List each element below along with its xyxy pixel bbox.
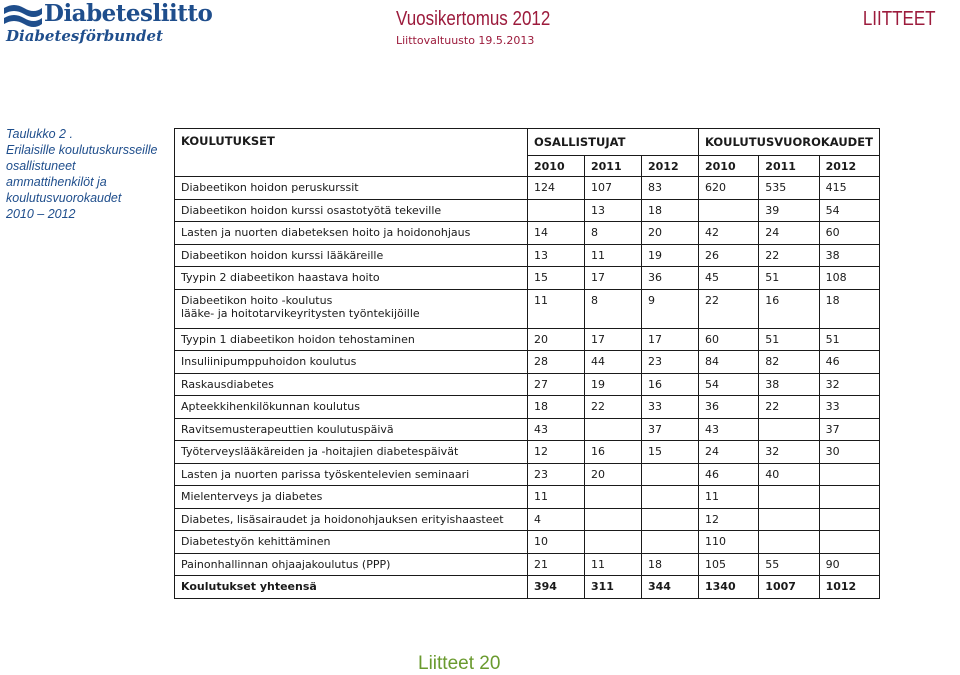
caption-line: ammattihenkilöt ja — [6, 175, 107, 189]
training-days-cell — [819, 463, 879, 486]
participants-cell: 11 — [528, 486, 585, 509]
participants-cell: 11 — [585, 553, 642, 576]
training-days-cell: 22 — [699, 289, 759, 328]
participants-cell: 37 — [642, 418, 699, 441]
training-days-cell: 42 — [699, 222, 759, 245]
logo-text-sv: Diabetesförbundet — [6, 27, 163, 45]
training-days-cell: 84 — [699, 351, 759, 374]
course-name — [175, 373, 528, 396]
participants-cell: 4 — [528, 508, 585, 531]
course-name — [175, 351, 528, 374]
course-name-line: Tyypin 1 diabeetikon hoidon tehostaminen — [181, 332, 415, 346]
year-header: 2012 — [642, 156, 699, 177]
course-name-line: Raskausdiabetes — [181, 377, 274, 391]
table-row — [175, 177, 880, 200]
table-header-row — [175, 129, 880, 156]
total-training-days-cell: 1012 — [819, 576, 879, 599]
participants-cell: 23 — [642, 351, 699, 374]
training-days-cell: 16 — [759, 289, 819, 328]
participants-cell: 8 — [585, 222, 642, 245]
total-row — [175, 576, 880, 599]
training-days-cell: 12 — [699, 508, 759, 531]
header-training-days: KOULUTUSVUOROKAUDET — [699, 129, 880, 156]
training-days-cell: 43 — [699, 418, 759, 441]
course-name-line: Diabeetikon hoidon peruskurssit — [181, 181, 359, 195]
training-days-cell: 110 — [699, 531, 759, 554]
training-days-cell: 46 — [699, 463, 759, 486]
participants-cell: 19 — [642, 244, 699, 267]
course-name — [175, 328, 528, 351]
training-days-cell — [759, 418, 819, 441]
participants-cell — [585, 486, 642, 509]
training-days-cell — [759, 531, 819, 554]
participants-cell: 17 — [585, 267, 642, 290]
course-name-line: Tyypin 2 diabeetikon haastava hoito — [181, 271, 380, 285]
participants-cell: 9 — [642, 289, 699, 328]
training-days-cell: 33 — [819, 396, 879, 419]
participants-cell: 20 — [642, 222, 699, 245]
table-row — [175, 199, 880, 222]
participants-cell: 8 — [585, 289, 642, 328]
participants-cell: 12 — [528, 441, 585, 464]
training-days-cell: 30 — [819, 441, 879, 464]
training-days-cell: 22 — [759, 244, 819, 267]
course-name-line: Apteekkihenkilökunnan koulutus — [181, 400, 360, 414]
logo-text-fi: Diabetesliitto — [44, 0, 213, 27]
training-days-cell: 54 — [699, 373, 759, 396]
training-days-cell: 108 — [819, 267, 879, 290]
participants-cell: 16 — [585, 441, 642, 464]
participants-cell: 15 — [642, 441, 699, 464]
participants-cell: 13 — [585, 199, 642, 222]
course-name-line: Insuliinipumppuhoidon koulutus — [181, 355, 357, 369]
course-name-line: Diabetes, lisäsairaudet ja hoidonohjauksen erityishaasteet — [181, 512, 504, 526]
page-number: Liitteet 20 — [418, 653, 501, 674]
year-header: 2010 — [699, 156, 759, 177]
caption-line: 2010 – 2012 — [6, 207, 76, 221]
participants-cell — [585, 531, 642, 554]
course-name — [175, 267, 528, 290]
training-days-cell: 45 — [699, 267, 759, 290]
participants-cell: 83 — [642, 177, 699, 200]
header-courses: KOULUTUKSET — [175, 129, 528, 177]
training-days-cell — [819, 486, 879, 509]
year-header: 2011 — [585, 156, 642, 177]
report-subtitle: Liittovaltuusto 19.5.2013 — [396, 34, 535, 47]
course-name — [175, 486, 528, 509]
table-caption — [6, 126, 162, 222]
training-days-cell: 22 — [759, 396, 819, 419]
training-days-cell: 24 — [699, 441, 759, 464]
course-name-line: Painonhallinnan ohjaajakoulutus (PPP) — [181, 557, 391, 571]
training-days-cell — [819, 531, 879, 554]
table-row — [175, 222, 880, 245]
table-row — [175, 244, 880, 267]
participants-cell: 33 — [642, 396, 699, 419]
training-days-cell: 51 — [759, 328, 819, 351]
course-name-line: Diabeetikon hoidon kurssi osastotyötä tekeville — [181, 203, 442, 217]
training-days-cell: 26 — [699, 244, 759, 267]
courses-table-wrapper — [174, 128, 880, 599]
course-name-line: Diabeetikon hoidon kurssi lääkäreille — [181, 248, 384, 262]
participants-cell: 11 — [585, 244, 642, 267]
participants-cell — [642, 508, 699, 531]
training-days-cell: 82 — [759, 351, 819, 374]
participants-cell — [585, 418, 642, 441]
training-days-cell — [759, 508, 819, 531]
training-days-cell: 535 — [759, 177, 819, 200]
participants-cell: 14 — [528, 222, 585, 245]
participants-cell — [642, 486, 699, 509]
training-days-cell: 51 — [759, 267, 819, 290]
header-participants: OSALLISTUJAT — [528, 129, 699, 156]
table-row — [175, 289, 880, 328]
participants-cell: 43 — [528, 418, 585, 441]
participants-cell: 27 — [528, 373, 585, 396]
participants-cell: 16 — [642, 373, 699, 396]
caption-line: koulutusvuorokaudet — [6, 191, 122, 205]
participants-cell: 107 — [585, 177, 642, 200]
training-days-cell: 620 — [699, 177, 759, 200]
course-name — [175, 508, 528, 531]
participants-cell: 20 — [585, 463, 642, 486]
course-name — [175, 396, 528, 419]
year-header: 2010 — [528, 156, 585, 177]
table-row — [175, 351, 880, 374]
participants-cell: 36 — [642, 267, 699, 290]
table-row — [175, 396, 880, 419]
participants-cell: 20 — [528, 328, 585, 351]
course-name — [175, 222, 528, 245]
participants-cell: 18 — [528, 396, 585, 419]
table-row — [175, 463, 880, 486]
table-row — [175, 486, 880, 509]
participants-cell: 44 — [585, 351, 642, 374]
total-training-days-cell: 1340 — [699, 576, 759, 599]
table-row — [175, 531, 880, 554]
training-days-cell: 18 — [819, 289, 879, 328]
participants-cell: 11 — [528, 289, 585, 328]
course-name — [175, 418, 528, 441]
course-name — [175, 531, 528, 554]
training-days-cell: 39 — [759, 199, 819, 222]
participants-cell: 18 — [642, 199, 699, 222]
course-name — [175, 177, 528, 200]
course-name — [175, 244, 528, 267]
training-days-cell: 36 — [699, 396, 759, 419]
training-days-cell: 55 — [759, 553, 819, 576]
course-name-line: Diabetestyön kehittäminen — [181, 535, 331, 549]
course-name — [175, 463, 528, 486]
course-name — [175, 199, 528, 222]
training-days-cell: 60 — [699, 328, 759, 351]
training-days-cell: 415 — [819, 177, 879, 200]
course-name-line: Mielenterveys ja diabetes — [181, 490, 323, 504]
training-days-cell: 54 — [819, 199, 879, 222]
table-row — [175, 328, 880, 351]
training-days-cell — [759, 486, 819, 509]
course-name-line: Diabeetikon hoito -koulutus — [181, 293, 333, 307]
training-days-cell: 38 — [759, 373, 819, 396]
training-days-cell: 37 — [819, 418, 879, 441]
report-title: Vuosikertomus 2012 — [396, 8, 551, 30]
course-name-line: Lasten ja nuorten parissa työskentelevien seminaari — [181, 467, 470, 481]
training-days-cell: 32 — [759, 441, 819, 464]
participants-cell: 22 — [585, 396, 642, 419]
training-days-cell: 40 — [759, 463, 819, 486]
course-name — [175, 553, 528, 576]
year-header: 2011 — [759, 156, 819, 177]
training-days-cell: 60 — [819, 222, 879, 245]
training-days-cell: 51 — [819, 328, 879, 351]
training-days-cell — [819, 508, 879, 531]
courses-table — [174, 128, 880, 599]
participants-cell: 10 — [528, 531, 585, 554]
caption-line: osallistuneet — [6, 159, 76, 173]
participants-cell: 124 — [528, 177, 585, 200]
course-name-line: Työterveyslääkäreiden ja -hoitajien diabetespäivät — [181, 445, 459, 459]
year-header: 2012 — [819, 156, 879, 177]
participants-cell — [528, 199, 585, 222]
participants-cell: 13 — [528, 244, 585, 267]
participants-cell: 15 — [528, 267, 585, 290]
total-label: Koulutukset yhteensä — [175, 576, 528, 599]
participants-cell — [642, 463, 699, 486]
participants-cell — [585, 508, 642, 531]
caption-line: Erilaisille koulutuskursseille — [6, 143, 158, 157]
training-days-cell: 90 — [819, 553, 879, 576]
course-name — [175, 441, 528, 464]
course-name-line: lääke- ja hoitotarvikeyritysten työntekijöille — [181, 306, 420, 320]
participants-cell: 19 — [585, 373, 642, 396]
participants-cell: 21 — [528, 553, 585, 576]
training-days-cell: 11 — [699, 486, 759, 509]
table-row — [175, 267, 880, 290]
training-days-cell — [699, 199, 759, 222]
participants-cell — [642, 531, 699, 554]
total-training-days-cell: 1007 — [759, 576, 819, 599]
course-name-line: Lasten ja nuorten diabeteksen hoito ja hoidonohjaus — [181, 226, 471, 240]
section-title: LIITTEET — [863, 8, 936, 30]
table-row — [175, 553, 880, 576]
table-row — [175, 508, 880, 531]
participants-cell: 18 — [642, 553, 699, 576]
training-days-cell: 32 — [819, 373, 879, 396]
training-days-cell: 38 — [819, 244, 879, 267]
total-participants-cell: 394 — [528, 576, 585, 599]
total-participants-cell: 311 — [585, 576, 642, 599]
diabetesliitto-logo — [2, 0, 213, 46]
course-name-line: Ravitsemusterapeuttien koulutuspäivä — [181, 422, 394, 436]
participants-cell: 17 — [642, 328, 699, 351]
training-days-cell: 46 — [819, 351, 879, 374]
table-row — [175, 373, 880, 396]
page-header — [0, 0, 960, 60]
caption-line: Taulukko 2 . — [6, 127, 73, 141]
participants-cell: 28 — [528, 351, 585, 374]
participants-cell: 17 — [585, 328, 642, 351]
course-name — [175, 289, 528, 328]
training-days-cell: 105 — [699, 553, 759, 576]
training-days-cell: 24 — [759, 222, 819, 245]
participants-cell: 23 — [528, 463, 585, 486]
table-row — [175, 441, 880, 464]
table-row — [175, 418, 880, 441]
total-participants-cell: 344 — [642, 576, 699, 599]
